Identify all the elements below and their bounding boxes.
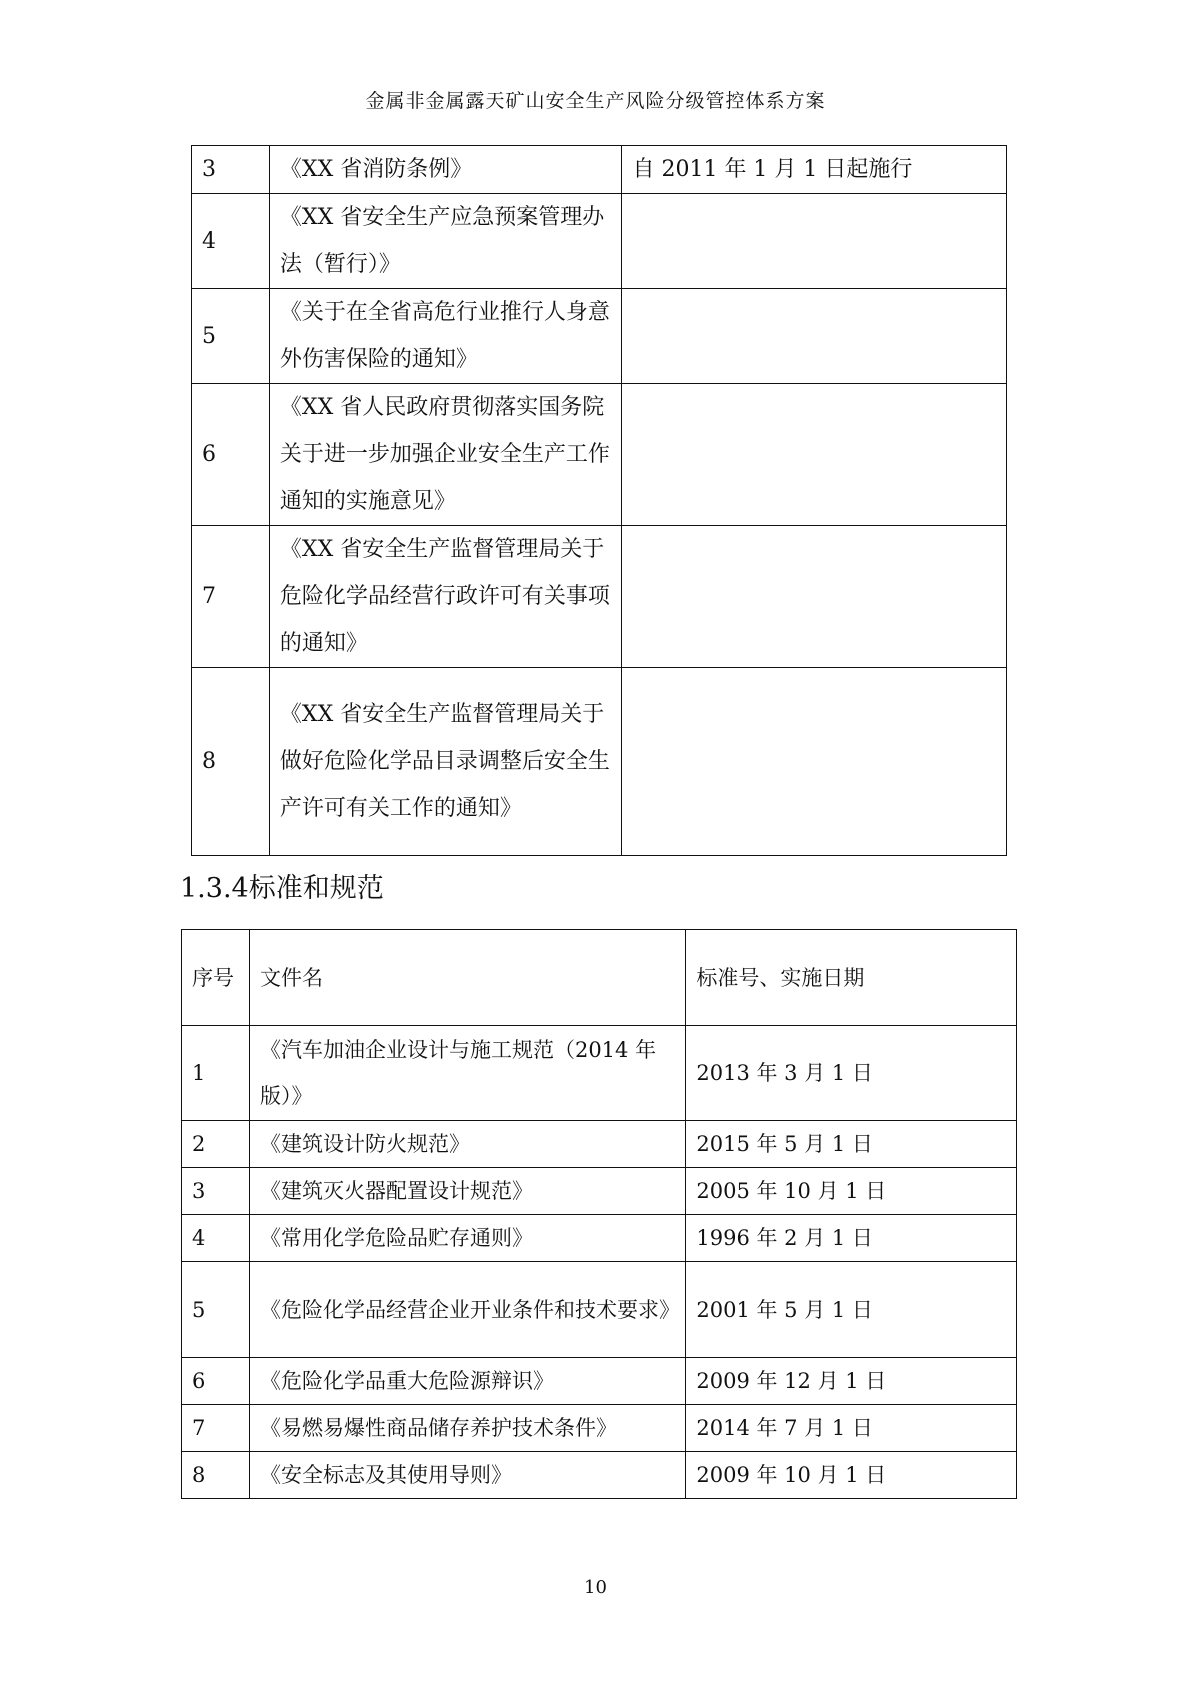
document-name: 《XX 省安全生产应急预案管理办法（暂行）》 (269, 194, 622, 289)
document-name: 《XX 省安全生产监督管理局关于危险化学品经营行政许可有关事项的通知》 (269, 526, 622, 668)
standard-name: 《易燃易爆性商品储存养护技术条件》 (249, 1405, 685, 1452)
table-row (182, 1262, 1017, 1358)
standard-name: 《汽车加油企业设计与施工规范（2014 年版）》 (249, 1026, 685, 1121)
row-number: 3 (182, 1168, 250, 1215)
row-number: 4 (182, 1215, 250, 1262)
header-name: 文件名 (249, 930, 685, 1026)
standard-name: 《常用化学危险品贮存通则》 (249, 1215, 685, 1262)
standard-date: 2015 年 5 月 1 日 (686, 1121, 1017, 1168)
standards-table (181, 929, 1017, 1499)
note (622, 668, 1007, 856)
header-number: 序号 (182, 930, 250, 1026)
document-name: 《XX 省人民政府贯彻落实国务院关于进一步加强企业安全生产工作通知的实施意见》 (269, 384, 622, 526)
table-row (182, 1405, 1017, 1452)
document-name: 《关于在全省高危行业推行人身意外伤害保险的通知》 (269, 289, 622, 384)
row-number: 8 (192, 668, 270, 856)
note (622, 384, 1007, 526)
standard-name: 《建筑灭火器配置设计规范》 (249, 1168, 685, 1215)
section-heading: 1.3.4标准和规范 (180, 873, 384, 904)
note (622, 289, 1007, 384)
row-number: 6 (192, 384, 270, 526)
table-row (182, 1358, 1017, 1405)
table-row (182, 1452, 1017, 1499)
row-number: 3 (192, 146, 270, 194)
table-row (192, 146, 1007, 194)
standard-date: 2001 年 5 月 1 日 (686, 1262, 1017, 1358)
page-header: 金属非金属露天矿山安全生产风险分级管控体系方案 (365, 90, 826, 112)
standard-name: 《危险化学品重大危险源辩识》 (249, 1358, 685, 1405)
row-number: 2 (182, 1121, 250, 1168)
table-row (192, 194, 1007, 289)
page-number: 10 (584, 1577, 607, 1598)
note (622, 194, 1007, 289)
standard-name: 《建筑设计防火规范》 (249, 1121, 685, 1168)
table-row (182, 1026, 1017, 1121)
laws-table (191, 145, 1007, 856)
row-number: 5 (192, 289, 270, 384)
standard-date: 2013 年 3 月 1 日 (686, 1026, 1017, 1121)
standard-date: 2014 年 7 月 1 日 (686, 1405, 1017, 1452)
row-number: 6 (182, 1358, 250, 1405)
table-header-row (182, 930, 1017, 1026)
note (622, 526, 1007, 668)
document-name: 《XX 省安全生产监督管理局关于做好危险化学品目录调整后安全生产许可有关工作的通知》 (269, 668, 622, 856)
row-number: 8 (182, 1452, 250, 1499)
note: 自 2011 年 1 月 1 日起施行 (622, 146, 1007, 194)
table-row (192, 289, 1007, 384)
header-date: 标准号、实施日期 (686, 930, 1017, 1026)
standard-date: 2005 年 10 月 1 日 (686, 1168, 1017, 1215)
row-number: 5 (182, 1262, 250, 1358)
table-row (182, 1168, 1017, 1215)
table-row (192, 526, 1007, 668)
standard-date: 2009 年 10 月 1 日 (686, 1452, 1017, 1499)
row-number: 1 (182, 1026, 250, 1121)
row-number: 4 (192, 194, 270, 289)
standard-date: 1996 年 2 月 1 日 (686, 1215, 1017, 1262)
row-number: 7 (192, 526, 270, 668)
standard-date: 2009 年 12 月 1 日 (686, 1358, 1017, 1405)
table-row (192, 668, 1007, 856)
document-name: 《XX 省消防条例》 (269, 146, 622, 194)
row-number: 7 (182, 1405, 250, 1452)
table-row (182, 1215, 1017, 1262)
table-row (182, 1121, 1017, 1168)
table-row (192, 384, 1007, 526)
standard-name: 《危险化学品经营企业开业条件和技术要求》 (249, 1262, 685, 1358)
standard-name: 《安全标志及其使用导则》 (249, 1452, 685, 1499)
